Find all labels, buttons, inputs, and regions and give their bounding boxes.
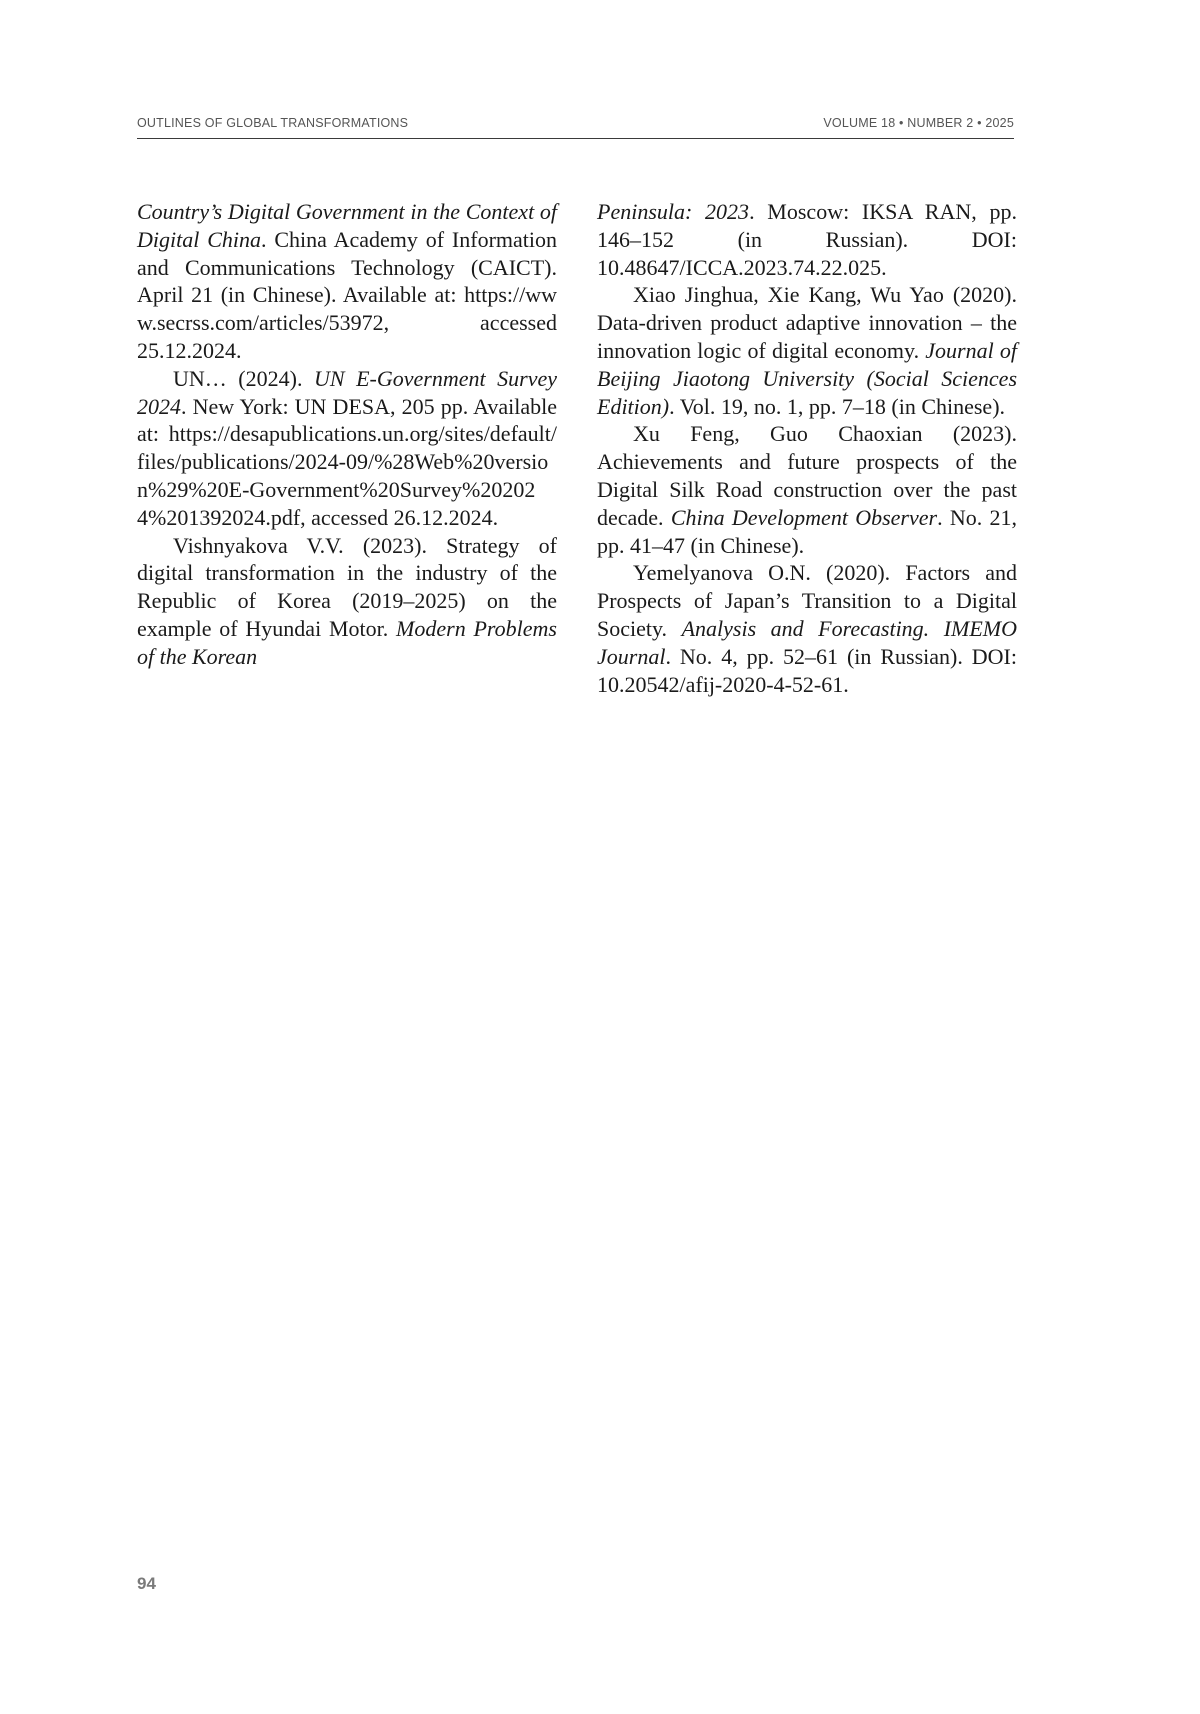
page-number: 94 xyxy=(137,1574,156,1593)
reference-title: China Development Observer xyxy=(670,504,938,530)
reference-url: https://www.secrss.com/articles/53972 xyxy=(137,282,557,336)
reference-author: Xu Feng, Guo Chaoxian (2023). Achievements and future prospects of the Digital Silk Road construction over the past decade. xyxy=(597,421,1017,530)
reference-title: Analysis and Forecasting. IMEMO Journal xyxy=(597,615,1018,669)
references-column-right xyxy=(597,198,1017,698)
reference-entry-caict xyxy=(137,198,557,365)
running-head xyxy=(137,112,1014,139)
reference-text: . New York: UN DESA, 205 pp. Available at: xyxy=(137,393,557,447)
reference-text: . Vol. 19, no. 1, pp. 7–18 (in Chinese). xyxy=(669,393,1006,419)
reference-author: Xiao Jinghua, Xie Kang, Wu Yao (2020). Data-driven product adaptive innovation – the innovation logic of digital economy. xyxy=(597,282,1017,363)
reference-text: , accessed 26.12.2024. xyxy=(300,504,499,530)
reference-text: . No. 4, pp. 52–61 (in Russian). DOI: 10.20542/afij-2020-4-52-61. xyxy=(597,643,1017,697)
reference-entry-vishnyakova xyxy=(137,532,557,671)
reference-author: Vishnyakova V.V. (2023). Strategy of digital transformation in the industry of the Republic of Korea (2019–2025) on the example of Hyundai Motor. xyxy=(137,532,557,641)
reference-author: Yemelyanova O.N. (2020). Factors and Prospects of Japan’s Transition to a Digital Society. xyxy=(597,560,1017,641)
reference-entry-un xyxy=(137,365,557,532)
reference-entry-yemelyanova xyxy=(597,559,1017,698)
reference-text: . No. 21, pp. 41–47 (in Chinese). xyxy=(597,504,1017,558)
references-column-left xyxy=(137,198,557,671)
reference-author: UN… (2024). xyxy=(173,365,314,391)
reference-text: , accessed 25.12.2024. xyxy=(137,310,557,363)
reference-title: UN E-Government Survey 2024 xyxy=(137,365,557,419)
reference-url: https://desapublications.un.org/sites/default/files/publications/2024-09/%28Web%20version%29%20E-Government%20Survey%202024%201392024.pdf xyxy=(137,421,557,530)
reference-entry-vishnyakova-continued xyxy=(597,198,1017,281)
reference-text: . Moscow: IKSA RAN, pp. 146–152 (in Russian). DOI: 10.48647/ICCA.2023.74.22.025. xyxy=(597,199,1017,280)
reference-entry-xiao xyxy=(597,281,1017,420)
reference-title: Modern Problems of the Korean xyxy=(137,615,557,669)
reference-title: Journal of Beijing Jiaotong University (Social Sciences Edition) xyxy=(597,337,1017,419)
journal-title: OUTLINES OF GLOBAL TRANSFORMATIONS xyxy=(137,116,409,130)
reference-text: . China Academy of Information and Communications Technology (CAICT). April 21 (in Chinese). Available at: xyxy=(137,226,557,308)
issue-info: VOLUME 18 • NUMBER 2 • 2025 xyxy=(823,116,1014,130)
reference-entry-xu xyxy=(597,420,1017,559)
reference-title: Country’s Digital Government in the Context of Digital China xyxy=(137,199,557,252)
reference-title: Peninsula: 2023 xyxy=(597,199,750,224)
